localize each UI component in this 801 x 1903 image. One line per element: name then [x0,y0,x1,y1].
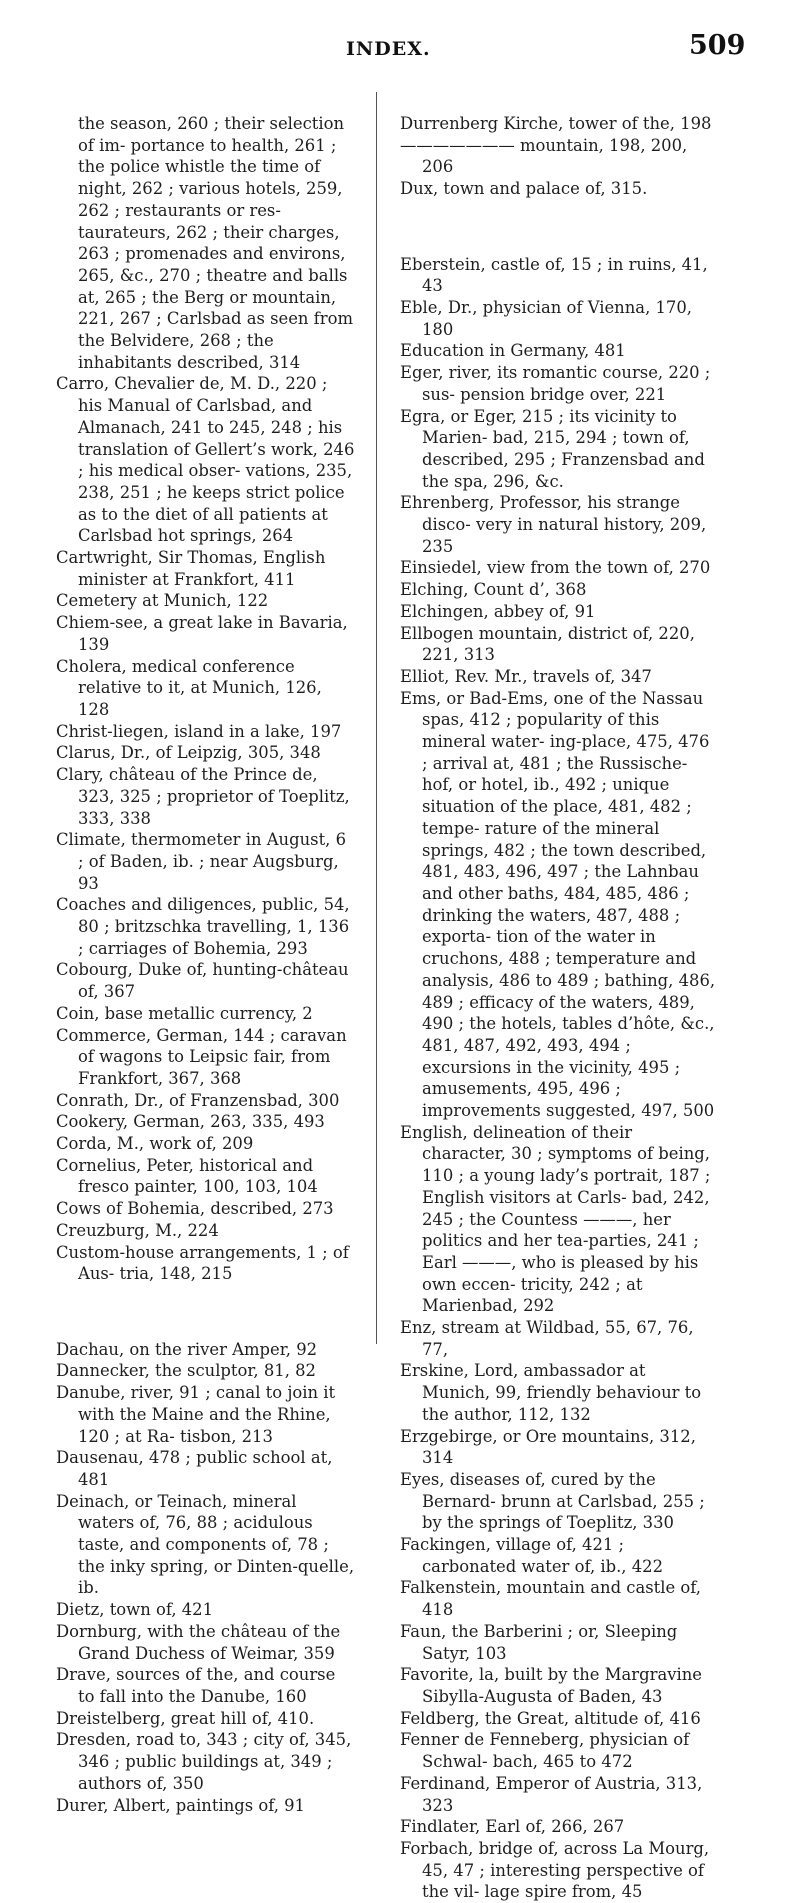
index-entry: Eberstein, castle of, 15 ; in ruins, 41, 43 [400,254,708,296]
index-entry: Cemetery at Munich, 122 [56,591,269,611]
index-entry: Deinach, or Teinach, mineral waters of, 76, 88 ; acidulous taste, and components of, 78 ; the inky spring, or Dinten-quelle, ib. [56,1491,355,1598]
index-entry: Cornelius, Peter, historical and fresco painter, 100, 103, 104 [56,1155,318,1197]
column-divider [376,92,377,1344]
index-column-right [400,113,716,1903]
index-entry: Clarus, Dr., of Leipzig, 305, 348 [56,743,321,763]
index-entry: Coaches and diligences, public, 54, 80 ; britzschka travelling, 1, 136 ; carriages of Bohemia, 293 [56,895,350,958]
index-entry: Dachau, on the river Amper, 92 [56,1339,318,1359]
index-entry: Eyes, diseases of, cured by the Bernard- brunn at Carlsbad, 255 ; by the springs of Toeplitz, 330 [400,1469,705,1533]
index-entry: Einsiedel, view from the town of, 270 [400,558,711,578]
index-entry: Danube, river, 91 ; canal to join it with the Maine and the Rhine, 120 ; at Ra- tisbon, 213 [56,1383,336,1446]
index-entry: Findlater, Earl of, 266, 267 [400,1817,625,1837]
index-entry: Cartwright, Sir Thomas, English minister at Frankfort, 411 [56,548,326,589]
index-entry: Erskine, Lord, ambassador at Munich, 99, friendly behaviour to the author, 112, 132 [400,1361,702,1424]
index-entry: Coin, base metallic currency, 2 [56,1003,313,1023]
index-entry: Falkenstein, mountain and castle of, 418 [400,1578,701,1620]
index-entry: Chiem-see, a great lake in Bavaria, 139 [56,613,348,654]
index-entry: Dannecker, the sculptor, 81, 82 [56,1361,316,1381]
index-entry: Egra, or Eger, 215 ; its vicinity to Marien- bad, 215, 294 ; town of, described, 295 ; Franzensbad and the spa, 296, &c. [400,406,705,491]
index-entry: English, delineation of their character, 30 ; symptoms of being, 110 ; a young lady’s portrait, 187 ; English visitors at Carls- bad, 242, 245 ; the Countess ———, her politics and her tea-parties, 241 ; Earl ———, who is pleased by his own eccen- tricity, 242 ; at Marienbad, 292 [400,1122,711,1316]
index-entry: Eger, river, its romantic course, 220 ; sus- pension bridge over, 221 [400,363,711,404]
index-entry: ——————— mountain, 198, 200, 206 [400,135,688,177]
page-title: INDEX. [346,38,431,60]
index-entry: Clary, château of the Prince de, 323, 325 ; proprietor of Toeplitz, 333, 338 [56,765,350,828]
letter-section-gap [56,1301,356,1322]
index-entry: Carro, Chevalier de, M. D., 220 ; his Manual of Carlsbad, and Almanach, 241 to 245, 248 ; his translation of Gellert’s work, 246 ; his medical obser- vations, 235, 238, 251 ; he keeps strict police as to the diet of all patients at Carlsbad hot springs, 264 [56,374,355,546]
index-entry: Dornburg, with the château of the Grand Duchess of Weimar, 359 [56,1621,341,1663]
index-entry: Christ-liegen, island in a lake, 197 [56,721,342,741]
index-entry: Climate, thermometer in August, 6 ; of Baden, ib. ; near Augsburg, 93 [56,830,347,893]
index-entry: Durrenberg Kirche, tower of the, 198 [400,114,712,133]
index-entry: Cookery, German, 263, 335, 493 [56,1112,325,1132]
index-entry: Elliot, Rev. Mr., travels of, 347 [400,666,652,686]
index-entry: Faun, the Barberini ; or, Sleeping Satyr, 103 [400,1621,678,1663]
letter-section-gap [400,216,716,237]
index-entry: Dreistelberg, great hill of, 410. [56,1708,315,1728]
index-entry: Dietz, town of, 421 [56,1600,214,1620]
index-entry: Custom-house arrangements, 1 ; of Aus- tria, 148, 215 [56,1242,349,1284]
index-entry: Education in Germany, 481 [400,341,626,361]
index-entry: Ehrenberg, Professor, his strange disco- very in natural history, 209, 235 [400,493,707,556]
index-entry: Cobourg, Duke of, hunting-château of, 367 [56,960,349,1002]
index-entry: Ems, or Bad-Ems, one of the Nassau spas, 412 ; popularity of this mineral water- ing-place, 475, 476 ; arrival at, 481 ; the Russische-hof, or hotel, ib., 492 ; unique situation of the place, 481, 482 ; tempe- rature of the mineral springs, 482 ; the town described, 481, 483, 496, 497 ; the Lahnbau and other baths, 484, 485, 486 ; drinking the waters, 487, 488 ; exporta- tion of the water in cruchons, 488 ; temperature and analysis, 486 to 489 ; bathing, 486, 489 ; efficacy of the waters, 489, 490 ; the hotels, tables d’hôte, &c., 481, 487, 492, 493, 494 ; excursions in the vicinity, 495 ; amusements, 495, 496 ; improvements suggested, 497, 500 [400,688,716,1121]
index-entry: Favorite, la, built by the Margravine Sibylla-Augusta of Baden, 43 [400,1665,702,1706]
running-head [0,28,801,72]
index-entry: Enz, stream at Wildbad, 55, 67, 76, 77, [400,1318,694,1359]
index-column-left [56,113,356,1816]
index-entry: Fenner de Fenneberg, physician of Schwal- bach, 465 to 472 [400,1730,690,1772]
page-number: 509 [689,30,746,61]
index-entry: Conrath, Dr., of Franzensbad, 300 [56,1090,340,1110]
index-entry: Fackingen, village of, 421 ; carbonated water of, ib., 422 [400,1535,664,1576]
index-entry: Drave, sources of the, and course to fall into the Danube, 160 [56,1665,336,1706]
index-entry: Durer, Albert, paintings of, 91 [56,1795,305,1815]
index-entry: Eble, Dr., physician of Vienna, 170, 180 [400,298,692,339]
index-entry: Corda, M., work of, 209 [56,1134,254,1154]
index-entry: Dausenau, 478 ; public school at, 481 [56,1448,333,1489]
index-entry: Ellbogen mountain, district of, 220, 221, 313 [400,623,695,665]
index-entry: Feldberg, the Great, altitude of, 416 [400,1708,701,1728]
index-entry: Ferdinand, Emperor of Austria, 313, 323 [400,1773,703,1815]
index-entry: Cholera, medical conference relative to it, at Munich, 126, 128 [56,656,322,719]
index-entry-continuation: the season, 260 ; their selection of im- portance to health, 261 ; the police whistle the time of night, 262 ; various hotels, 259, 262 ; restaurants or res- taurateurs, 262 ; their charges, 263 ; promenades and environs, 265, &c., 270 ; theatre and balls at, 265 ; the Berg or mountain, 221, 267 ; Carlsbad as seen from the Belvidere, 268 ; the inhabitants described, 314 [78,114,353,372]
index-entry: Elching, Count d’, 368 [400,580,587,600]
index-entry: Dux, town and palace of, 315. [400,179,648,199]
index-entry: Forbach, bridge of, across La Mourg, 45, 47 ; interesting perspective of the vil- lage spire from, 45 [400,1838,710,1902]
index-entry: Erzgebirge, or Ore mountains, 312, 314 [400,1426,696,1468]
index-entry: Commerce, German, 144 ; caravan of wagons to Leipsic fair, from Frankfort, 367, 368 [56,1025,347,1088]
index-entry: Creuzburg, M., 224 [56,1220,219,1240]
index-entry: Dresden, road to, 343 ; city of, 345, 346 ; public buildings at, 349 ; authors of, 350 [56,1730,352,1793]
index-entry: Elchingen, abbey of, 91 [400,601,596,621]
index-entry: Cows of Bohemia, described, 273 [56,1199,334,1219]
